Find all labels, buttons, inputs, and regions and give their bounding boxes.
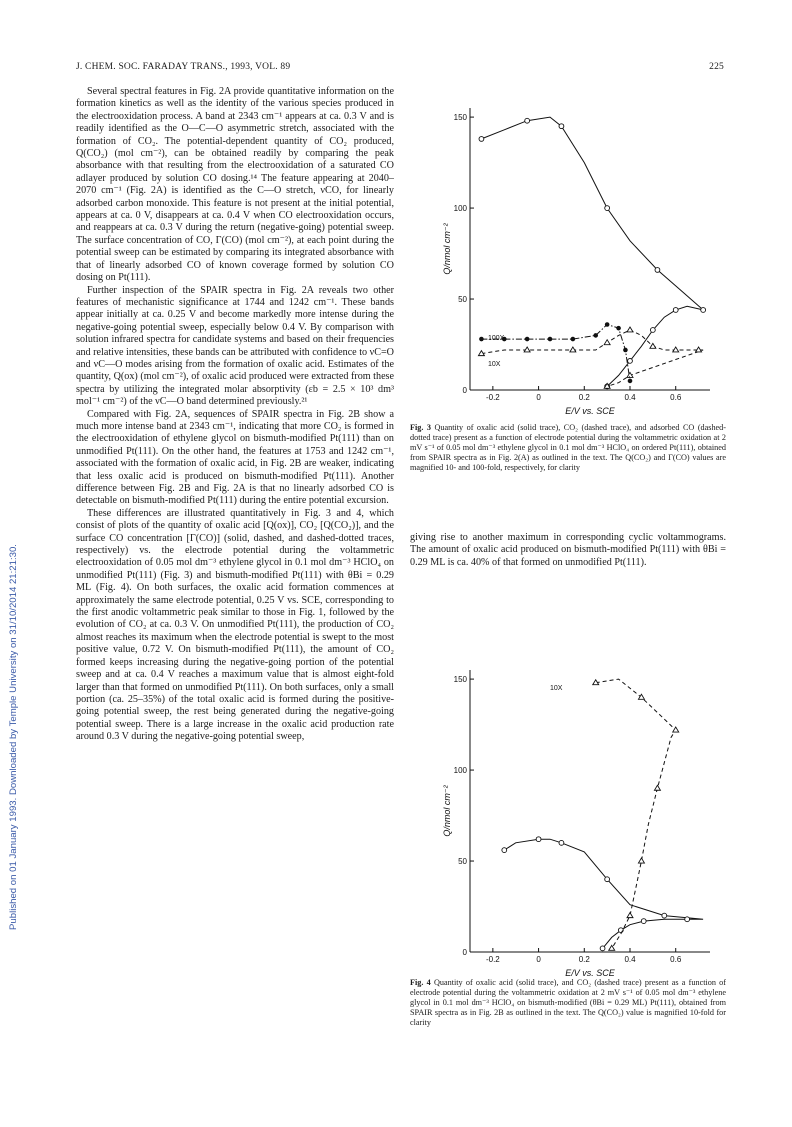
figure-3-chart (410, 90, 726, 420)
figure-3-caption-text: Quantity of oxalic acid (solid trace), CO₂ (dashed trace), and adsorbed CO (dashed-dotted trace) present as a function of electrode potential during the voltammetric oxidation at 2 mV s⁻¹ of 0.05 mol dm⁻³ ethylene glycol in 0.1 mol dm⁻³ HClO₄ on ordered Pt(111), obtained from SPAIR spectra as in Fig. 2(A) as outlined in the text. The Q(CO₂) and Γ(CO) values are magnified 10- and 100-fold, respectively, for clarity (410, 423, 727, 472)
data-point-filled (548, 337, 553, 342)
data-point-circle (650, 328, 655, 333)
page-header (76, 62, 724, 76)
data-point-circle (673, 308, 678, 313)
data-point-circle (605, 206, 610, 211)
data-point-triangle (570, 347, 576, 352)
journal-citation: J. CHEM. SOC. FARADAY TRANS., 1993, VOL. 89 (76, 62, 291, 72)
data-point-circle (628, 358, 633, 363)
x-axis-label: E/V vs. SCE (565, 406, 615, 416)
x-tick-label: 0.2 (578, 955, 590, 964)
figure-4-chart (410, 562, 726, 982)
paragraph: Compared with Fig. 2A, sequences of SPAIR spectra in Fig. 2B show a much more intense band at 2343 cm⁻¹, indicating that more CO₂ is formed in the electrooxidation of ethylene glycol on bismuth-modified Pt(111) than on unmodified Pt(111). On the other hand, the features at 1753 and 1242 cm⁻¹, associated with the formation of oxalic acid, in Fig. 2B are weaker, indicating that less oxalic acid is produced on bismuth-modified Pt(111). Another difference between Fig. 2B and Fig. 2A is that no linearly adsorbed CO is detectable on bismuth-modified Pt(111) during the entire potential excursion. (76, 408, 394, 507)
x-tick-label: 0.2 (578, 393, 590, 402)
data-point-filled (525, 337, 530, 342)
x-tick-label: 0.6 (670, 955, 682, 964)
series-line-0 (481, 117, 703, 386)
data-point-circle (662, 913, 667, 918)
data-point-filled (623, 348, 628, 353)
figure-3-caption (410, 423, 726, 473)
y-tick-label: 150 (453, 113, 467, 123)
data-point-circle (641, 919, 646, 924)
x-tick-label: 0 (536, 393, 541, 402)
y-axis-label: Q/nmol cm⁻² (442, 785, 452, 837)
figure-3-label: Fig. 3 (410, 423, 431, 432)
x-tick-label: 0.4 (624, 955, 636, 964)
data-point-circle (655, 268, 660, 273)
data-point-circle (605, 877, 610, 882)
y-tick-label: 150 (453, 675, 467, 685)
data-point-triangle (654, 785, 660, 790)
series-line-2 (481, 325, 630, 381)
chart-annotation: 100X (488, 335, 505, 342)
data-point-triangle (627, 327, 633, 332)
data-point-circle (479, 137, 484, 142)
data-point-triangle (650, 343, 656, 348)
data-point-circle (559, 124, 564, 129)
y-tick-label: 50 (458, 295, 467, 305)
download-watermark (8, 230, 24, 930)
y-tick-label: 100 (453, 204, 467, 214)
series-line-1 (596, 679, 676, 948)
x-tick-label: 0.6 (670, 393, 682, 402)
data-point-triangle (638, 858, 644, 863)
paragraph: giving rise to another maximum in corresponding cyclic voltammograms. The amount of oxalic acid produced on bismuth-modified Pt(111) with θBi = 0.29 ML is ca. 40% of that formed on unmodified Pt(111). (410, 532, 726, 568)
data-point-triangle (673, 347, 679, 352)
chart-annotation: 10X (550, 685, 563, 692)
left-column (76, 86, 394, 1086)
x-axis-label: E/V vs. SCE (565, 968, 615, 978)
paragraph: These differences are illustrated quantitatively in Fig. 3 and 4, which consist of plots of the quantity of oxalic acid [Q(ox)], CO₂ [Q(CO₂)], and the surface CO concentration [Γ(CO)] (solid, dashed, and dashed-dotted traces, respectively) vs. the electrode potential during the voltammetric electrooxidation of 0.05 mol dm⁻³ ethylene glycol in 0.1 mol dm⁻³ HClO₄ on unmodified Pt(111) (Fig. 3) and bismuth-modified Pt(111) with θBi = 0.29 ML (Fig. 4). On both surfaces, the oxalic acid formation commences at approximately the same electrode potential, 0.25 V vs. SCE, corresponding to the first anodic voltammetric peak similar to those in Fig. 1, followed by the evolution of CO₂ at ca. 0.3 V. On unmodified Pt(111), the production of CO₂ almost reaches its maximum when the electrode potential is swept to the most positive value, 0.72 V. On bismuth-modified Pt(111), the amount of CO₂ formed keeps increasing during the negative-going portion of the potential sweep and at ca. 0.4 V reaches a maximum value that is almost eight-fold larger than that formed on unmodified Pt(111). On both surfaces, only a small portion (ca. 25–35%) of the total oxalic acid is formed during the positive-going potential sweep, the rest being generated during the negative-going potential sweep. There is a large increase in the oxalic acid production rate around 0.3 V during the negative-going potential sweep, (76, 507, 394, 743)
data-point-circle (618, 928, 623, 933)
data-point-triangle (604, 340, 610, 345)
data-point-circle (600, 946, 605, 951)
series-line-1 (481, 330, 703, 386)
series-line-0 (504, 839, 703, 948)
data-point-filled (616, 326, 621, 331)
data-point-circle (536, 837, 541, 842)
data-point-circle (525, 118, 530, 123)
data-point-filled (593, 333, 598, 338)
y-tick-label: 0 (462, 386, 467, 395)
y-axis-label: Q/nmol cm⁻² (442, 223, 452, 275)
paragraph: Further inspection of the SPAIR spectra in Fig. 2A reveals two other features of mechanistic significance at 1744 and 1242 cm⁻¹. These bands appear initially at ca. 0.25 V and become markedly more intense during the negative-going potential sweep, especially below 0.4 V. By comparison with solution infrared spectra for candidate systems and based on their frequencies and relative intensities, these bands can be attributed with confidence to νC=O and νC—O modes arising from the formation of oxalic acid. Estimates of the quantity, Q(ox) (mol cm⁻²), of oxalic acid produced were extracted from these spectra by utilizing the integrated molar absorptivity (εb = 2.5 × 10³ dm³ mol⁻¹ cm⁻²) of the νC—O band determined previously.²¹ (76, 284, 394, 408)
figure-4-caption-text: Quantity of oxalic acid (solid trace), and CO₂ (dashed trace) present as a function of electrode potential during the voltammetric oxidation at 2 mV s⁻¹ of 0.05 mol dm⁻³ ethylene glycol in 0.1 mol dm⁻³ HClO₄ on bismuth-modified (θBi = 0.29 ML) Pt(111), obtained from SPAIR spectra as in Fig. 2B as outlined in the text. The Q(CO₂) value is magnified 10-fold for clarity (410, 978, 726, 1027)
chart-annotation: 10X (488, 361, 501, 368)
data-point-triangle (627, 913, 633, 918)
data-point-circle (559, 840, 564, 845)
data-point-triangle (609, 945, 615, 950)
data-point-circle (701, 308, 706, 313)
x-tick-label: 0.4 (624, 393, 636, 402)
data-point-filled (605, 322, 610, 327)
paragraph: Several spectral features in Fig. 2A provide quantitative information on the formation kinetics as well as the identity of the various species produced in the electrooxidation process. A band at 2343 cm⁻¹ appears at ca. 0.3 V and is readily identified as the O—C—O asymmetric stretch, associated with the formation of CO₂. The potential-dependent quantity of CO₂ produced, Q(CO₂) (mol cm⁻²), can be obtained readily by comparing the peak absorbance with that resulting from the electrooxidation of a saturated CO adlayer produced by solution CO dosing.¹⁴ The feature appearing at 2040–2070 cm⁻¹ (Fig. 2A) is identified as the C—O stretch, νCO, for linearly adsorbed carbon monoxide. This feature is not present at the initial potential, appears at ca. 0 V, disappears at ca. 0.4 V when CO electrooxidation occurs, and reappears at ca. 0.3 V during the return (negative-going) potential sweep. The surface concentration of CO, Γ(CO) (mol cm⁻²), at each point during the potential sweep can be estimated by comparing its integrated absorbance with that of linearly adsorbed CO of known coverage formed by solution CO dosing on Pt(111). (76, 86, 394, 284)
figure-3 (410, 90, 726, 420)
data-point-circle (502, 848, 507, 853)
data-point-triangle (696, 347, 702, 352)
figure-4-label: Fig. 4 (410, 978, 431, 987)
y-tick-label: 50 (458, 857, 467, 867)
figure-4 (410, 562, 726, 982)
data-point-filled (628, 379, 633, 384)
data-point-filled (479, 337, 484, 342)
data-point-filled (571, 337, 576, 342)
data-point-triangle (524, 347, 530, 352)
page-number: 225 (709, 62, 724, 72)
figure-4-caption (410, 978, 726, 1028)
y-tick-label: 100 (453, 766, 467, 776)
y-tick-label: 0 (462, 948, 467, 957)
watermark-text: Published on 01 January 1993. Downloaded by Temple University on 31/10/2014 21:21:30. (8, 544, 19, 930)
data-point-triangle (673, 727, 679, 732)
x-tick-label: 0 (536, 955, 541, 964)
x-tick-label: -0.2 (485, 955, 500, 964)
x-tick-label: -0.2 (485, 393, 500, 402)
data-point-circle (685, 917, 690, 922)
